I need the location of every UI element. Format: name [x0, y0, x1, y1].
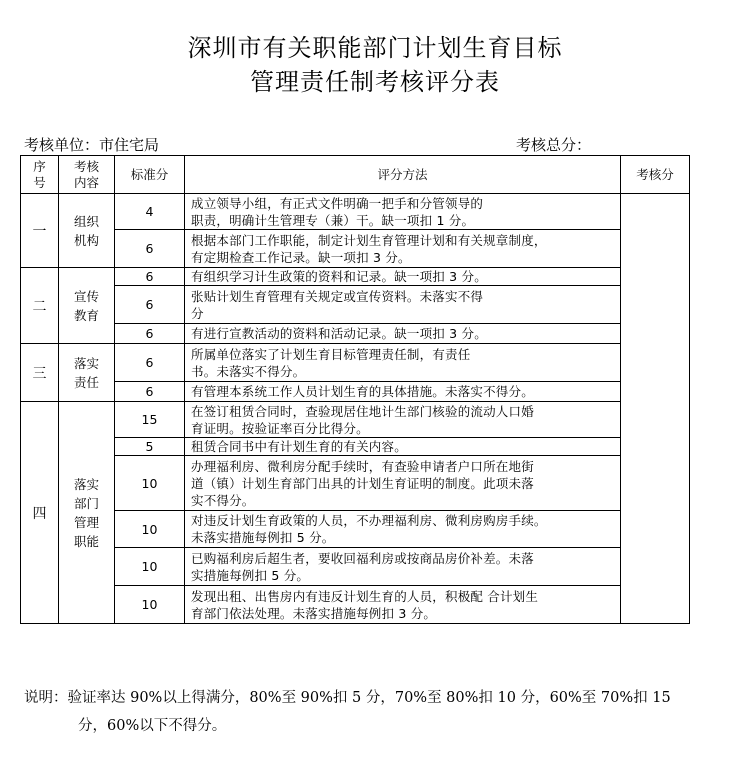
- header-score: 考核分: [621, 156, 690, 194]
- standard-score: 5: [115, 438, 185, 456]
- table-row: [21, 230, 690, 268]
- scoring-table: [20, 155, 690, 624]
- standard-score: 6: [115, 344, 185, 382]
- section-number: 一: [21, 194, 59, 268]
- section-number: 四: [21, 402, 59, 624]
- standard-score: 4: [115, 194, 185, 230]
- header-no: 序 号: [21, 156, 59, 194]
- standard-score: 10: [115, 456, 185, 511]
- scoring-method: 所属单位落实了计划生育目标管理责任制，有责任 书。未落实不得分。: [185, 344, 621, 382]
- scoring-method: 对违反计划生育政策的人员，不办理福利房、微利房购房手续。 未落实措施每例扣 5 分。: [185, 511, 621, 548]
- table-row: [21, 548, 690, 586]
- table-header-row: [21, 156, 690, 194]
- section-content: 落实 部门 管理 职能: [59, 402, 115, 624]
- table-row: [21, 286, 690, 324]
- scoring-method: 已购福利房后超生者，要收回福利房或按商品房价补差。未落 实措施每例扣 5 分。: [185, 548, 621, 586]
- scoring-method: 租赁合同书中有计划生育的有关内容。: [185, 438, 621, 456]
- scoring-method: 有组织学习计生政策的资料和记录。缺一项扣 3 分。: [185, 268, 621, 286]
- standard-score: 6: [115, 230, 185, 268]
- table-row: [21, 382, 690, 402]
- section-content: 组织 机构: [59, 194, 115, 268]
- table-body: [21, 194, 690, 624]
- document-title-line2: 管理责任制考核评分表: [250, 68, 500, 96]
- assessment-score-cell[interactable]: [621, 194, 690, 624]
- scoring-method: 有进行宣教活动的资料和活动记录。缺一项扣 3 分。: [185, 324, 621, 344]
- document-title-line1: 深圳市有关职能部门计划生育目标: [187, 34, 563, 62]
- section-content: 宣传 教育: [59, 268, 115, 344]
- table-row: [21, 344, 690, 382]
- scoring-method: 有管理本系统工作人员计划生育的具体措施。未落实不得分。: [185, 382, 621, 402]
- scoring-method: 发现出租、出售房内有违反计划生育的人员，积极配 合计划生 育部门依法处理。未落实措施每例扣 3 分。: [185, 586, 621, 624]
- standard-score: 10: [115, 586, 185, 624]
- table-row: [21, 438, 690, 456]
- table-row: [21, 456, 690, 511]
- header-standard: 标准分: [115, 156, 185, 194]
- header-content: 考核 内容: [59, 156, 115, 194]
- scoring-method: 根据本部门工作职能，制定计划生育管理计划和有关规章制度， 有定期检查工作记录。缺一项扣 3 分。: [185, 230, 621, 268]
- standard-score: 6: [115, 286, 185, 324]
- standard-score: 6: [115, 324, 185, 344]
- section-number: 二: [21, 268, 59, 344]
- table-row: [21, 194, 690, 230]
- scoring-method: 在签订租赁合同时，查验现居住地计生部门核验的流动人口婚 育证明。按验证率百分比得分。: [185, 402, 621, 438]
- table-row: [21, 402, 690, 438]
- standard-score: 10: [115, 548, 185, 586]
- standard-score: 6: [115, 268, 185, 286]
- scoring-method: 办理福利房、微利房分配手续时，有查验申请者户口所在地街 道（镇）计划生育部门出具的计划生育证明的制度。此项未落 实不得分。: [185, 456, 621, 511]
- section-content: 落实 责任: [59, 344, 115, 402]
- table-row: [21, 324, 690, 344]
- scoring-method: 张贴计划生育管理有关规定或宣传资料。未落实不得 分: [185, 286, 621, 324]
- standard-score: 6: [115, 382, 185, 402]
- table-row: [21, 268, 690, 286]
- note-line1: 说明：验证率达 90%以上得满分，80%至 90%扣 5 分，70%至 80%扣 10 分，60%至 70%扣 15: [24, 690, 671, 706]
- scoring-method: 成立领导小组，有正式文件明确一把手和分管领导的 职责，明确计生管理专（兼）干。缺一项扣 1 分。: [185, 194, 621, 230]
- note-line2: 分，60%以下不得分。: [78, 718, 227, 734]
- table-row: [21, 511, 690, 548]
- assessment-unit: 考核单位：市住宅局: [24, 136, 160, 154]
- standard-score: 15: [115, 402, 185, 438]
- standard-score: 10: [115, 511, 185, 548]
- assessment-total: 考核总分：: [516, 136, 592, 154]
- section-number: 三: [21, 344, 59, 402]
- header-method: 评分方法: [185, 156, 621, 194]
- table-row: [21, 586, 690, 624]
